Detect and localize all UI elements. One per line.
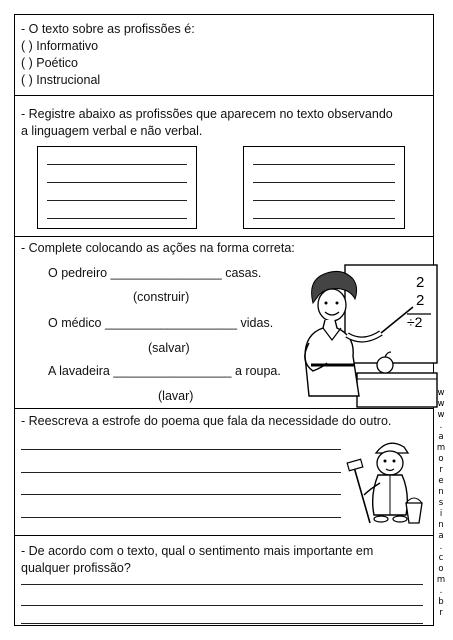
teacher-illustration bbox=[295, 265, 435, 409]
q5-prompt-line1: - De acordo com o texto, qual o sentimento mais importante em bbox=[21, 544, 374, 558]
q4-prompt: - Reescreva a estrofe do poema que fala da necessidade do outro. bbox=[21, 414, 392, 428]
site-watermark: w w w . a m o r e n s i n a . c o m . b r bbox=[436, 388, 446, 618]
divider bbox=[15, 408, 433, 409]
q3-prompt: - Complete colocando as ações na forma correta: bbox=[21, 241, 295, 255]
q3-verb-salvar: (salvar) bbox=[148, 341, 190, 355]
q3-verb-lavar: (lavar) bbox=[158, 389, 194, 403]
svg-text:2: 2 bbox=[416, 292, 425, 309]
q2-prompt-line1: - Registre abaixo as profissões que aparecem no texto observando bbox=[21, 107, 393, 121]
q3-sentence-medico[interactable]: O médico ___________________ vidas. bbox=[48, 316, 274, 330]
q1-option-informativo[interactable]: ( ) Informativo bbox=[21, 39, 99, 53]
answer-box-right[interactable] bbox=[243, 146, 405, 229]
answer-line[interactable] bbox=[21, 494, 341, 495]
divider bbox=[15, 236, 433, 237]
q3-sentence-pedreiro[interactable]: O pedreiro ________________ casas. bbox=[48, 266, 262, 280]
q1-option-instrucional[interactable]: ( ) Instrucional bbox=[21, 73, 101, 87]
divider bbox=[15, 95, 433, 96]
answer-line[interactable] bbox=[21, 472, 341, 473]
sweeper-illustration bbox=[348, 427, 428, 527]
q5-prompt-line2: qualquer profissão? bbox=[21, 561, 131, 575]
q3-sentence-lavadeira[interactable]: A lavadeira _________________ a roupa. bbox=[48, 364, 281, 378]
answer-line[interactable] bbox=[21, 605, 423, 606]
q2-prompt-line2: a linguagem verbal e não verbal. bbox=[21, 124, 203, 138]
q1-prompt: - O texto sobre as profissões é: bbox=[21, 22, 195, 36]
divider bbox=[15, 535, 433, 536]
q1-option-poetico[interactable]: ( ) Poético bbox=[21, 56, 78, 70]
answer-line[interactable] bbox=[21, 623, 423, 624]
answer-box-left[interactable] bbox=[37, 146, 197, 229]
answer-line[interactable] bbox=[21, 449, 341, 450]
answer-line[interactable] bbox=[21, 517, 341, 518]
worksheet-frame bbox=[14, 14, 434, 626]
svg-text:2: 2 bbox=[416, 274, 425, 291]
svg-text:÷2: ÷2 bbox=[407, 314, 423, 330]
answer-line[interactable] bbox=[21, 584, 423, 585]
q3-verb-construir: (construir) bbox=[133, 290, 190, 304]
